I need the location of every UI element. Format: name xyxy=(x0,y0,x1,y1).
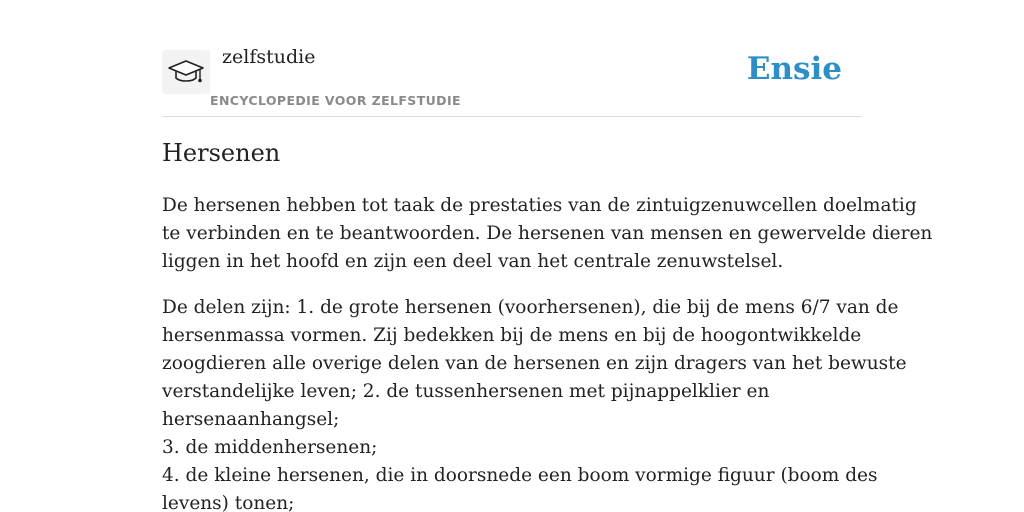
site-header xyxy=(162,0,862,117)
paragraph-line: levens) tonen; xyxy=(162,493,295,512)
paragraph-line: liggen in het hoofd en zijn een deel van het centrale zenuwstelsel. xyxy=(162,251,784,272)
paragraph-line: 4. de kleine hersenen, die in doorsnede een boom vormige figuur (boom des xyxy=(162,465,878,486)
brand-logo[interactable]: Ensie xyxy=(746,51,842,87)
site-logo[interactable] xyxy=(162,50,210,94)
paragraph-line: hersenaanhangsel; xyxy=(162,409,340,430)
paragraph-line: hersenmassa vormen. Zij bedekken bij de mens en bij de hoogontwikkelde xyxy=(162,325,862,346)
graduation-cap-icon xyxy=(167,58,205,88)
page xyxy=(162,0,933,512)
site-name[interactable]: zelfstudie xyxy=(222,46,316,68)
paragraph-line: 3. de middenhersenen; xyxy=(162,437,378,458)
article-body xyxy=(162,192,933,512)
paragraph-line: verstandelijke leven; 2. de tussenhersenen met pijnappelklier en xyxy=(162,381,770,402)
paragraph-line: zoogdieren alle overige delen van de hersenen en zijn dragers van het bewuste xyxy=(162,353,907,374)
paragraph-line: De delen zijn: 1. de grote hersenen (voorhersenen), die bij de mens 6/7 van de xyxy=(162,297,899,318)
article-paragraph-2 xyxy=(162,294,907,512)
site-tagline: ENCYCLOPEDIE VOOR ZELFSTUDIE xyxy=(210,93,461,108)
paragraph-line: De hersenen hebben tot taak de prestaties van de zintuigzenuwcellen doelmatig xyxy=(162,195,917,216)
article-paragraph-1 xyxy=(162,192,933,276)
page-title: Hersenen xyxy=(162,139,281,167)
paragraph-line: te verbinden en te beantwoorden. De hersenen van mensen en gewervelde dieren xyxy=(162,223,933,244)
